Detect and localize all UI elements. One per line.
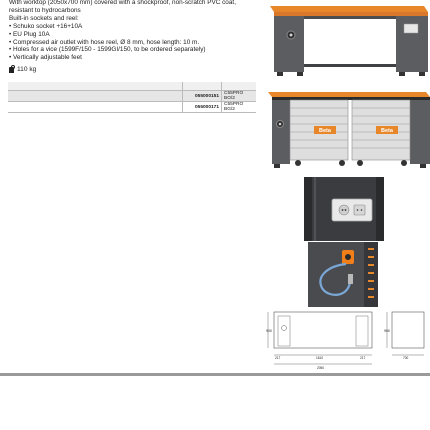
description-line: • Holes for a vice (1599F/150 - 1599GI/150, to be ordered separately) (9, 46, 206, 54)
description-line: Built-in sockets and reel: (9, 14, 79, 22)
weight-icon (9, 67, 14, 73)
dimension-label: 900 (384, 329, 390, 333)
product-code-table (8, 82, 256, 113)
table-header-empty (8, 82, 183, 91)
dimension-label: 2050 (317, 366, 325, 370)
weight-value: 110 kg (17, 66, 37, 73)
table-header-row (8, 82, 256, 91)
dimension-label: 217 (275, 356, 281, 360)
page-footer-bar (0, 373, 430, 376)
dimension-label: 1610 (316, 356, 324, 360)
table-row (8, 91, 256, 102)
product-model: C55PRO BG/2 (222, 102, 257, 113)
table-row (8, 102, 256, 113)
table-header-code (183, 82, 222, 91)
product-code: 055000171 (183, 102, 222, 113)
air-outlet-detail-image (308, 242, 378, 307)
product-description (9, 0, 259, 62)
description-line: • Compressed air outlet with hose reel, Ø 8 mm, hose length: 10 m. (9, 38, 200, 46)
dimension-label: 700 (403, 356, 409, 360)
workbench-open-image (264, 0, 430, 80)
description-line: • Schuko socket +16+10A (9, 22, 83, 30)
table-header-model (222, 82, 257, 91)
socket-detail-image (304, 177, 384, 241)
description-line: • Vertically adjustable feet (9, 54, 82, 62)
description-line: With worktop (2050x700 mm) covered with a shockproof, non-scratch PVC coat, (9, 0, 236, 6)
dimension-label: 900 (266, 329, 272, 333)
description-line: • EU Plug 10A (9, 30, 50, 38)
product-model: C55PRO BO/2 (222, 91, 257, 102)
side-view-drawing (384, 308, 430, 370)
product-code: 055000151 (183, 91, 222, 102)
weight-info (9, 66, 36, 73)
description-line: resistant to hydrocarbons (9, 6, 81, 14)
brand-badge: Beta (381, 128, 393, 135)
front-view-drawing (264, 308, 380, 370)
dimension-label: 217 (360, 356, 366, 360)
brand-badge: Beta (319, 128, 331, 135)
workbench-drawers-image (264, 86, 430, 170)
